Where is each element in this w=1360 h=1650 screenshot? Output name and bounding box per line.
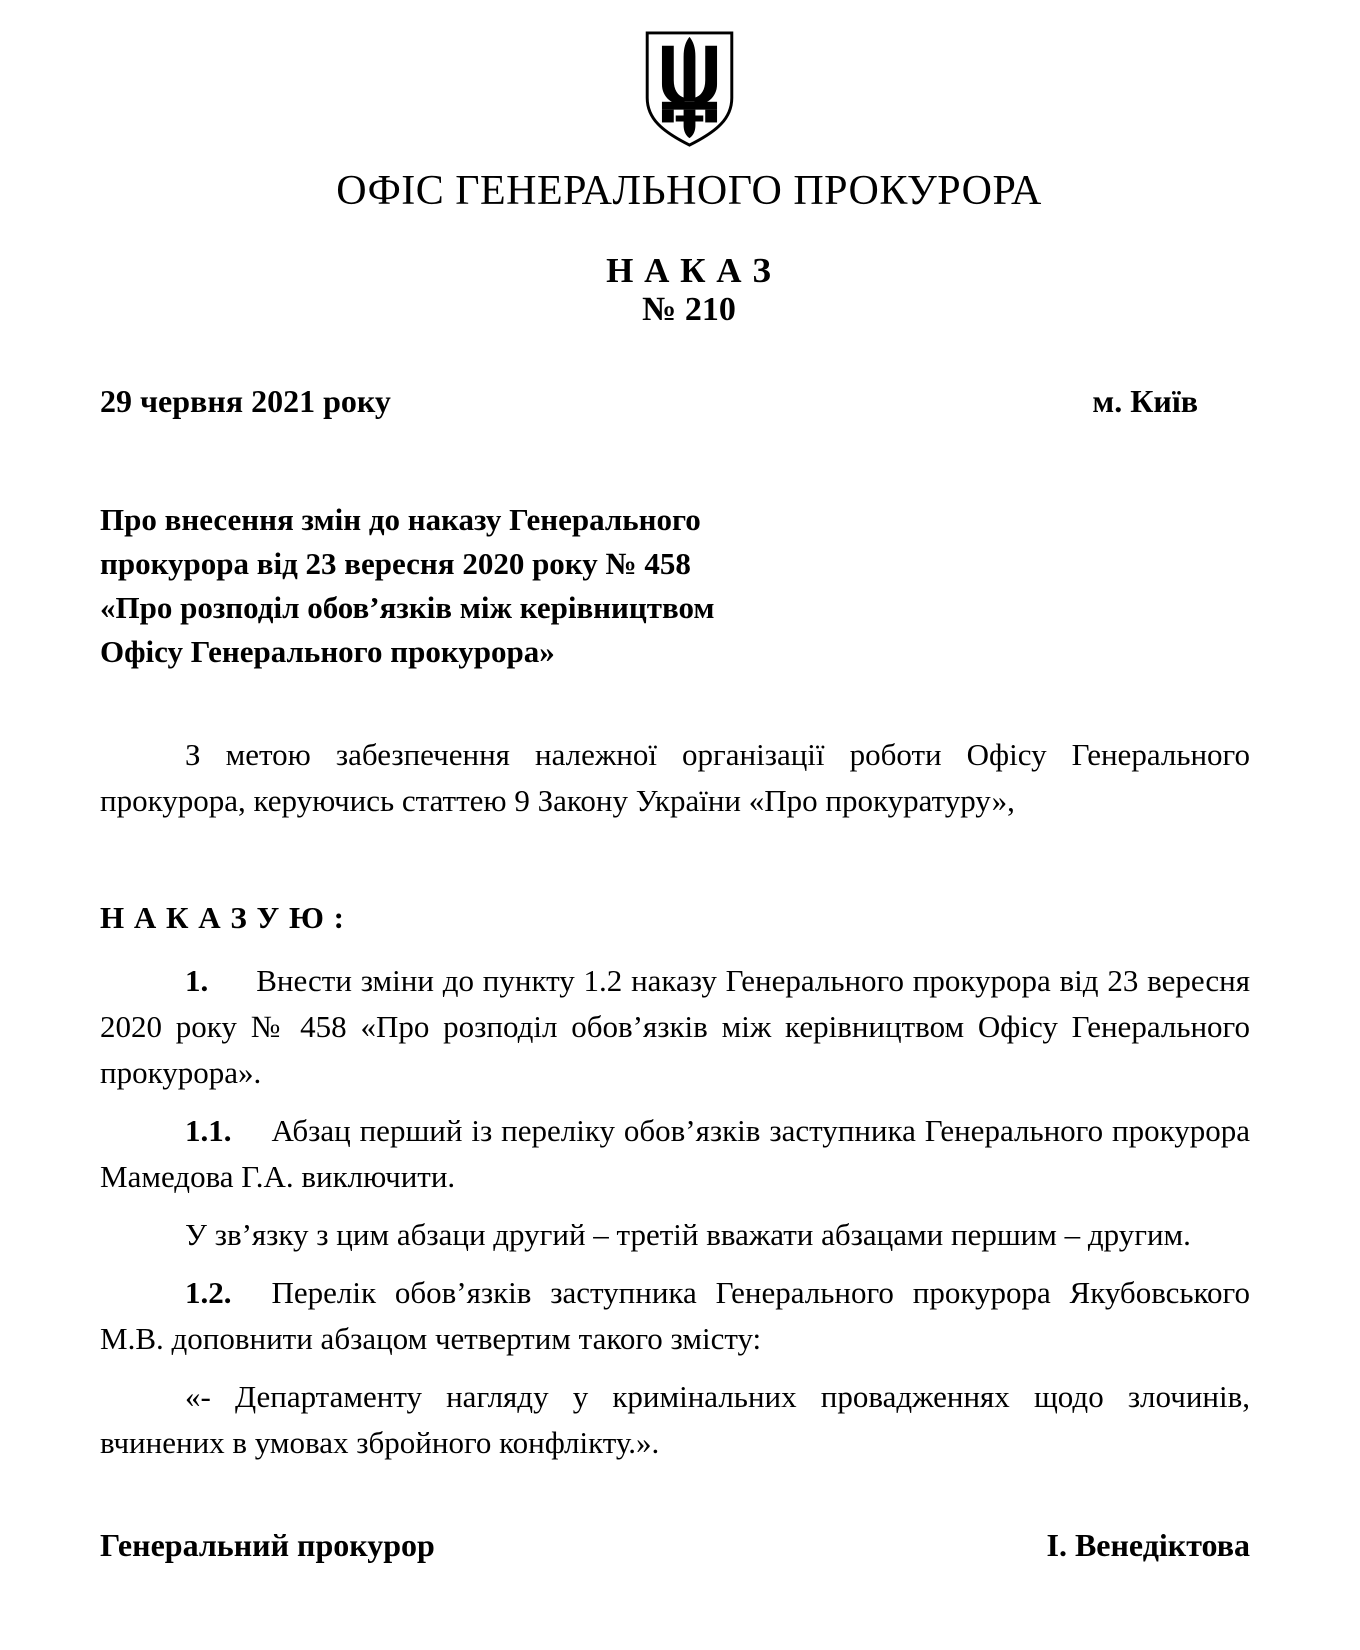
order-item-1-2 [100, 1270, 1250, 1362]
order-item-1-1 [100, 1108, 1250, 1200]
signature-row [100, 1528, 1250, 1562]
doc-type-heading: Н А К А З [606, 251, 772, 290]
subject-line: Про внесення змін до наказу Генерального [100, 502, 701, 537]
item-text: Внести зміни до пункту 1.2 наказу Генерального прокурора від 23 вересня 2020 року № 458 «Про розподіл обов’язків між керівництвом Офісу Генерального прокурора». [100, 963, 1250, 1090]
document-subject [100, 498, 1250, 674]
subject-line: прокурора від 23 вересня 2020 року № 458 [100, 546, 691, 581]
order-item-note: У зв’язку з цим абзаци другий – третій вважати абзацами першим – другим. [185, 1217, 1191, 1252]
item-text: Перелік обов’язків заступника Генерального прокурора Якубовського М.В. доповнити абзацом четвертим такого змісту: [100, 1275, 1250, 1356]
org-name: ОФІС ГЕНЕРАЛЬНОГО ПРОКУРОРА [336, 168, 1042, 214]
signature-role: Генеральний прокурор [100, 1527, 435, 1563]
item-number: 1.2. [185, 1275, 232, 1310]
order-item-quote: «- Департаменту нагляду у кримінальних провадженнях щодо злочинів, вчинених в умовах збройного конфлікту.». [100, 1379, 1250, 1460]
signature-name: І. Венедіктова [1046, 1527, 1250, 1563]
preamble-paragraph: З метою забезпечення належної організації роботи Офісу Генерального прокурора, керуючись статтею 9 Закону України «Про прокуратуру», [100, 737, 1250, 818]
subject-line: «Про розподіл обов’язків між керівництвом [100, 590, 715, 625]
item-number: 1. [185, 963, 209, 998]
document-date: 29 червня 2021 року [100, 383, 391, 419]
order-item-1 [100, 958, 1250, 1096]
item-text: Абзац перший із переліку обов’язків заступника Генерального прокурора Мамедова Г.А. виключити. [100, 1113, 1250, 1194]
item-number: 1.1. [185, 1113, 232, 1148]
order-heading: Н А К А З У Ю : [100, 900, 345, 935]
subject-line: Офісу Генерального прокурора» [100, 634, 555, 669]
document-header [100, 29, 1250, 328]
ukraine-trident-coat-of-arms-icon [639, 29, 740, 149]
date-place-row [100, 384, 1250, 418]
doc-number: № 210 [642, 291, 736, 328]
document-place: м. Київ [1092, 383, 1198, 419]
